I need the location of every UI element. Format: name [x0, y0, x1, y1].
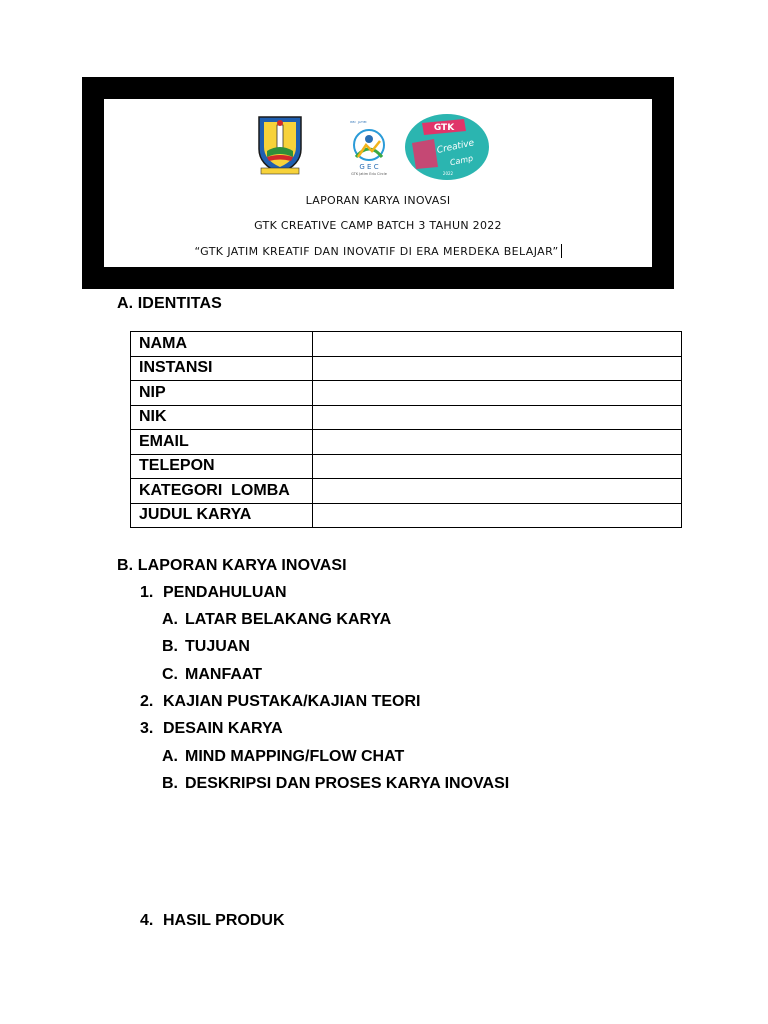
text-cursor: [561, 244, 562, 258]
banner-tagline: [104, 244, 652, 258]
gec-logo-icon: [340, 117, 398, 177]
outline-label: DESKRIPSI DAN PROSES KARYA INOVASI: [185, 775, 510, 792]
svg-text:ᴳᴱᶜ ᴶᴬᵀᴵᴹ: ᴳᴱᶜ ᴶᴬᵀᴵᴹ: [350, 121, 367, 127]
field-value[interactable]: [313, 479, 682, 504]
outline-item: [162, 611, 391, 629]
outline-number: B.: [162, 638, 178, 655]
outline-number: 3.: [140, 720, 154, 737]
svg-text:2022: 2022: [442, 171, 454, 176]
table-row: [131, 381, 682, 406]
table-row: [131, 405, 682, 430]
field-label: NIP: [131, 381, 313, 406]
outline-label: MANFAAT: [185, 666, 263, 683]
field-label: TELEPON: [131, 454, 313, 479]
outline-number: 1.: [140, 584, 154, 601]
svg-text:Camp: Camp: [449, 153, 474, 168]
banner-content: [104, 99, 652, 267]
outline-item: [162, 666, 262, 684]
outline-item: [140, 912, 285, 930]
field-value[interactable]: [313, 356, 682, 381]
outline-number: A.: [162, 611, 178, 628]
outline-item: [162, 775, 509, 793]
outline-number: B.: [162, 775, 178, 792]
banner-tagline-text: “GTK JATIM KREATIF DAN INOVATIF DI ERA MERDEKA BELAJAR”: [194, 245, 559, 258]
field-label: JUDUL KARYA: [131, 503, 313, 528]
outline-label: TUJUAN: [185, 638, 250, 655]
identity-table: [130, 331, 682, 528]
logo-row: [104, 109, 652, 185]
table-row: [131, 503, 682, 528]
field-value[interactable]: [313, 503, 682, 528]
field-value[interactable]: [313, 332, 682, 357]
header-banner: [82, 77, 674, 289]
table-row: [131, 479, 682, 504]
field-label: INSTANSI: [131, 356, 313, 381]
outline-item: [162, 638, 250, 656]
field-value[interactable]: [313, 454, 682, 479]
outline-label: KAJIAN PUSTAKA/KAJIAN TEORI: [163, 693, 421, 710]
table-row: [131, 332, 682, 357]
gtk-creative-camp-logo-icon: [404, 113, 490, 181]
svg-text:GTK Jatim Edu Circle: GTK Jatim Edu Circle: [351, 172, 387, 176]
outline-number: A.: [162, 748, 178, 765]
outline-item: [140, 720, 283, 738]
section-a-heading: A. IDENTITAS: [117, 295, 222, 312]
table-row: [131, 430, 682, 455]
outline-item: [140, 584, 287, 602]
field-label: NIK: [131, 405, 313, 430]
outline-item: [140, 693, 421, 711]
svg-text:G E C: G E C: [359, 163, 379, 171]
outline-label: LATAR BELAKANG KARYA: [185, 611, 392, 628]
outline-number: C.: [162, 666, 178, 683]
outline-number: 4.: [140, 912, 154, 929]
outline-label: PENDAHULUAN: [163, 584, 287, 601]
banner-title: LAPORAN KARYA INOVASI: [305, 194, 451, 207]
jatim-crest-icon: [255, 113, 305, 175]
outline-label: MIND MAPPING/FLOW CHAT: [185, 748, 405, 765]
field-value[interactable]: [313, 430, 682, 455]
outline-label: HASIL PRODUK: [163, 912, 285, 929]
field-label: NAMA: [131, 332, 313, 357]
table-row: [131, 454, 682, 479]
svg-text:Creative: Creative: [435, 138, 476, 156]
outline-item: [162, 748, 404, 766]
outline-label: DESAIN KARYA: [163, 720, 283, 737]
field-label: KATEGORI LOMBA: [131, 479, 313, 504]
table-row: [131, 356, 682, 381]
section-b-heading: B. LAPORAN KARYA INOVASI: [117, 557, 347, 574]
outline-number: 2.: [140, 693, 154, 710]
field-label: EMAIL: [131, 430, 313, 455]
field-value[interactable]: [313, 381, 682, 406]
field-value[interactable]: [313, 405, 682, 430]
svg-text:GTK: GTK: [433, 123, 455, 133]
banner-subtitle: GTK CREATIVE CAMP BATCH 3 TAHUN 2022: [254, 219, 502, 232]
